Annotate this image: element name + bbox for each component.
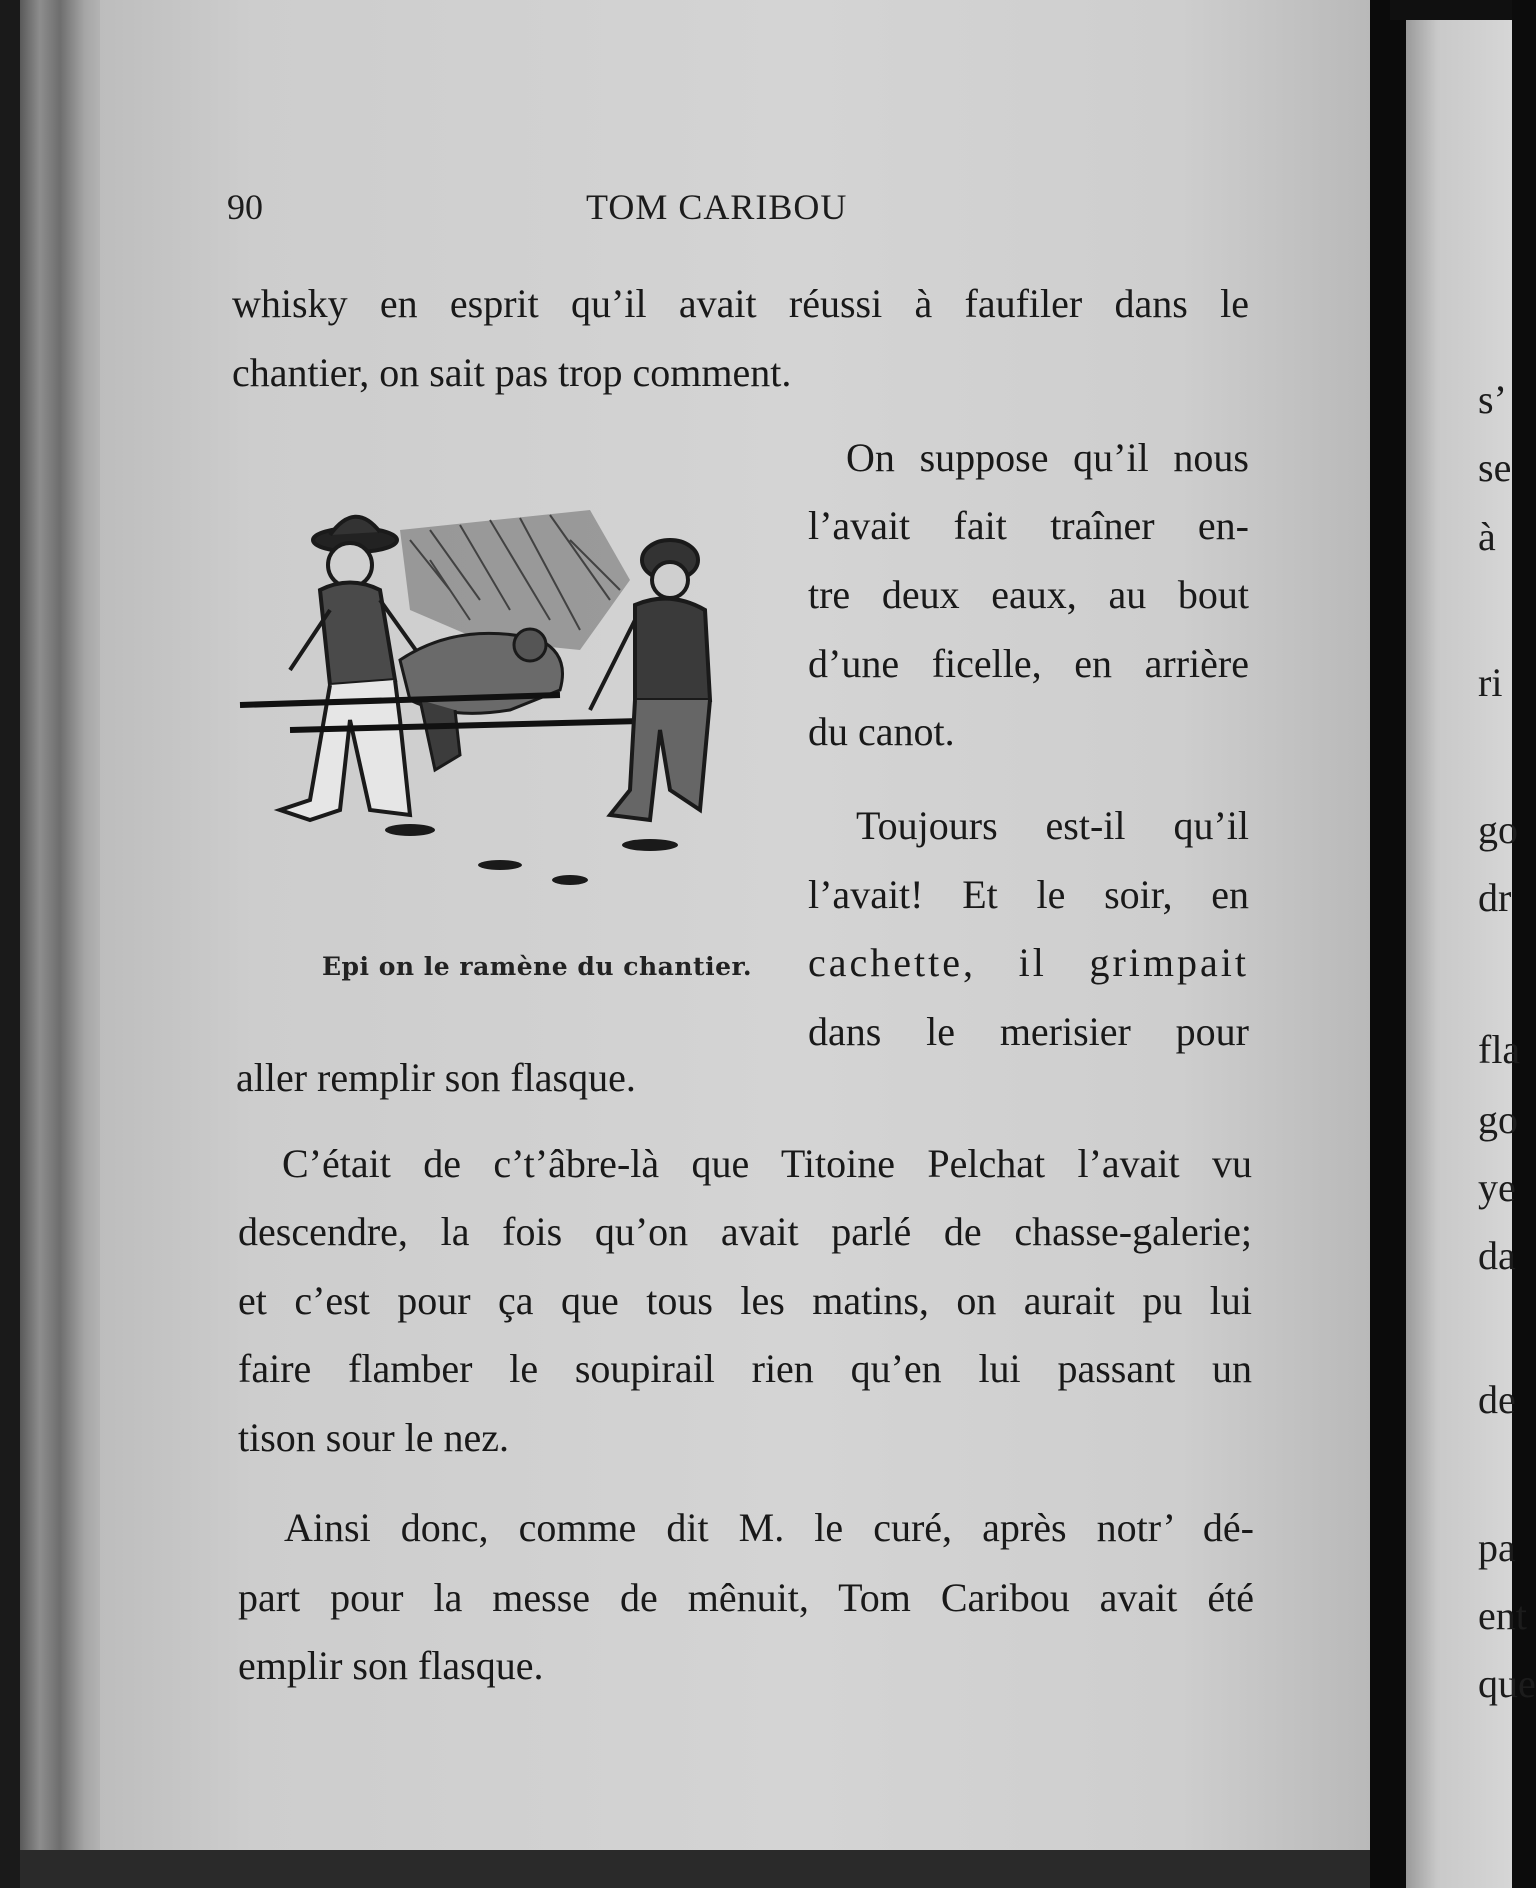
text-line: chantier, on sait pas trop comment. <box>232 350 792 395</box>
text-line: l’avait! Et le soir, en <box>808 872 1249 917</box>
facing-page-fragment: go <box>1478 807 1518 852</box>
facing-page-fragment: à <box>1478 514 1496 559</box>
page-bottom-shadow <box>20 1850 1370 1888</box>
facing-page-fragment: ye <box>1478 1165 1516 1210</box>
text-line: faire flamber le soupirail rien qu’en lui passant un <box>238 1346 1252 1391</box>
book-page <box>100 0 1370 1850</box>
running-title: TOM CARIBOU <box>586 187 848 227</box>
book-edge <box>0 0 20 1888</box>
facing-page-fragment: s’ <box>1478 377 1507 422</box>
text-line: et c’est pour ça que tous les matins, on aurait pu lui <box>238 1278 1252 1323</box>
text-line: aller remplir son flasque. <box>236 1055 636 1100</box>
text-line: d’une ficelle, en arrière <box>808 641 1249 686</box>
text-line: Ainsi donc, comme dit M. le curé, après notr’ dé- <box>284 1505 1254 1550</box>
text-line: whisky en esprit qu’il avait réussi à faufiler dans le <box>232 281 1249 326</box>
facing-page-fragment: da <box>1478 1233 1516 1278</box>
text-line: Toujours est-il qu’il <box>856 803 1249 848</box>
text-line: On suppose qu’il nous <box>846 435 1249 480</box>
text-line: C’était de c’t’âbre-là que Titoine Pelchat l’avait vu <box>282 1141 1252 1186</box>
facing-page-fragment: ri <box>1478 660 1503 705</box>
facing-page-fragment: de <box>1478 1377 1516 1422</box>
text-line: part pour la messe de mênuit, Tom Caribou avait été <box>238 1575 1254 1620</box>
book-gutter <box>1370 0 1406 1888</box>
illustration-two-men-carrying-body <box>230 470 800 920</box>
facing-page-fragment: dr <box>1478 875 1512 920</box>
facing-page-fragment: fla <box>1478 1027 1521 1072</box>
facing-page-fragment: se <box>1478 445 1512 490</box>
text-line: tre deux eaux, au bout <box>808 572 1249 617</box>
facing-page-fragment: que <box>1478 1661 1536 1706</box>
text-line: tison sour le nez. <box>238 1415 510 1460</box>
facing-page-top-shadow <box>1390 0 1512 20</box>
text-line: dans le merisier pour <box>808 1009 1249 1054</box>
facing-page-fragment: go <box>1478 1097 1518 1142</box>
facing-page-fragment: ent <box>1478 1593 1527 1638</box>
text-line: l’avait fait traîner en- <box>808 503 1249 548</box>
illustration-caption: Epi on le ramène du chantier. <box>322 952 753 981</box>
text-line: du canot. <box>808 709 955 754</box>
text-line: cachette, il grimpait <box>808 940 1249 985</box>
text-line: descendre, la fois qu’on avait parlé de chasse-galerie; <box>238 1209 1252 1254</box>
text-line: emplir son flasque. <box>238 1643 544 1688</box>
facing-page-fragment: pa <box>1478 1525 1516 1570</box>
page-number: 90 <box>227 187 263 227</box>
